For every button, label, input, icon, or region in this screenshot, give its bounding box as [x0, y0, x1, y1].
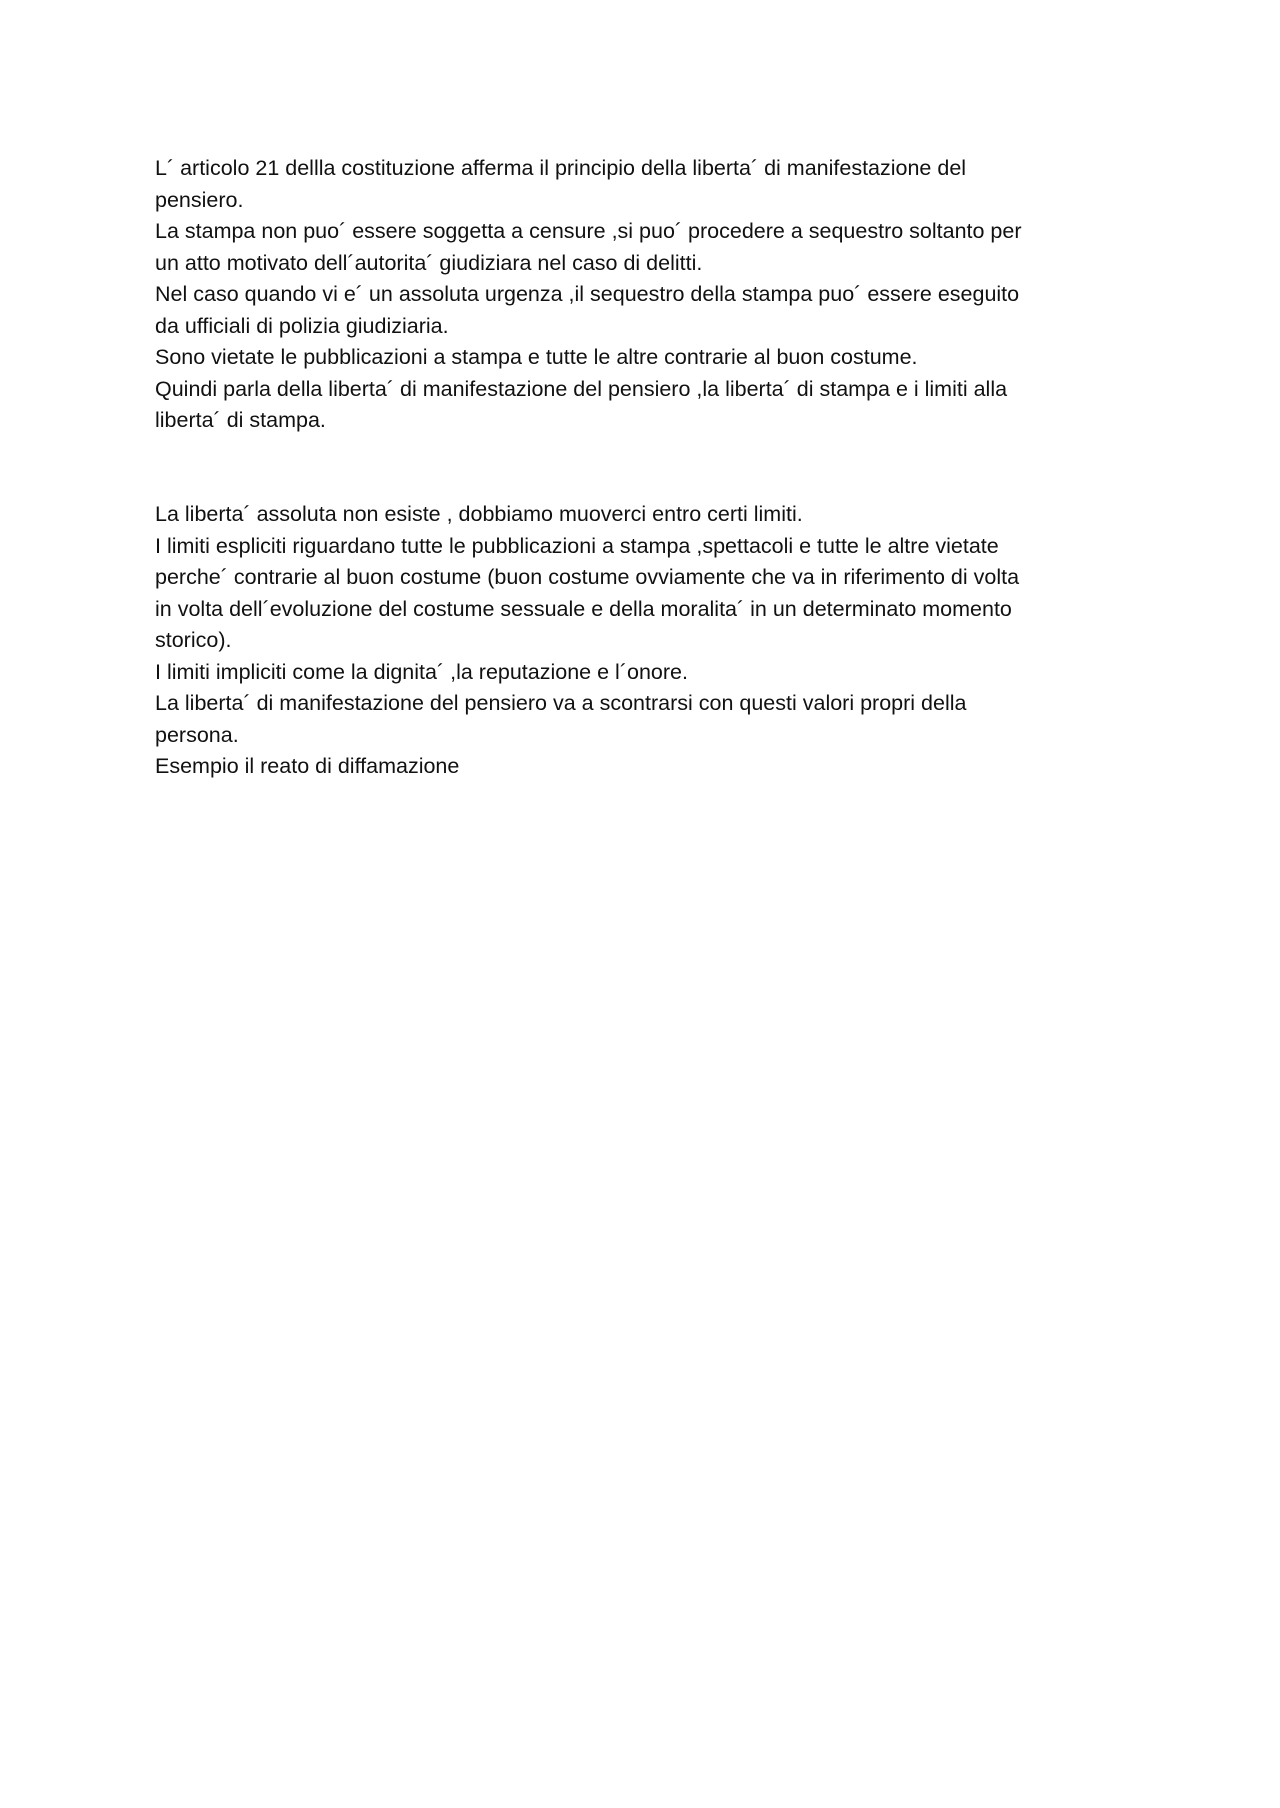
text-line: storico).	[155, 628, 232, 652]
text-line: La stampa non puo´ essere soggetta a censure ,si puo´ procedere a sequestro soltanto per	[155, 219, 1022, 243]
paragraph-2	[155, 499, 1135, 783]
paragraph-1	[155, 153, 1135, 437]
text-line: Sono vietate le pubblicazioni a stampa e tutte le altre contrarie al buon costume.	[155, 345, 918, 369]
text-line: pensiero.	[155, 187, 244, 212]
text-line: Nel caso quando vi e´ un assoluta urgenza ,il sequestro della stampa puo´ essere eseguito	[155, 282, 1020, 306]
text-line: perche´ contrarie al buon costume (buon costume ovviamente che va in riferimento di volta	[155, 565, 1020, 589]
text-line: I limiti impliciti come la dignita´ ,la reputazione e l´onore.	[155, 659, 688, 684]
text-line: persona.	[155, 722, 239, 747]
text-line: I limiti espliciti riguardano tutte le pubblicazioni a stampa ,spettacoli e tutte le altre vietate	[155, 533, 999, 558]
text-line: in volta dell´evoluzione del costume sessuale e della moralita´ in un determinato momento	[155, 596, 1012, 621]
text-line: liberta´ di stampa.	[155, 408, 326, 432]
text-line: Quindi parla della liberta´ di manifestazione del pensiero ,la liberta´ di stampa e i limiti alla	[155, 376, 1008, 401]
text-line: La liberta´ di manifestazione del pensiero va a scontrarsi con questi valori propri della	[155, 691, 967, 715]
text-line: L´ articolo 21 dellla costituzione afferma il principio della liberta´ di manifestazione del	[155, 156, 967, 180]
text-line: Esempio il reato di diffamazione	[155, 754, 460, 778]
text-line: un atto motivato dell´autorita´ giudiziara nel caso di delitti.	[155, 250, 703, 275]
text-line: da ufficiali di polizia giudiziaria.	[155, 313, 449, 338]
text-line: La liberta´ assoluta non esiste , dobbiamo muoverci entro certi limiti.	[155, 502, 803, 526]
